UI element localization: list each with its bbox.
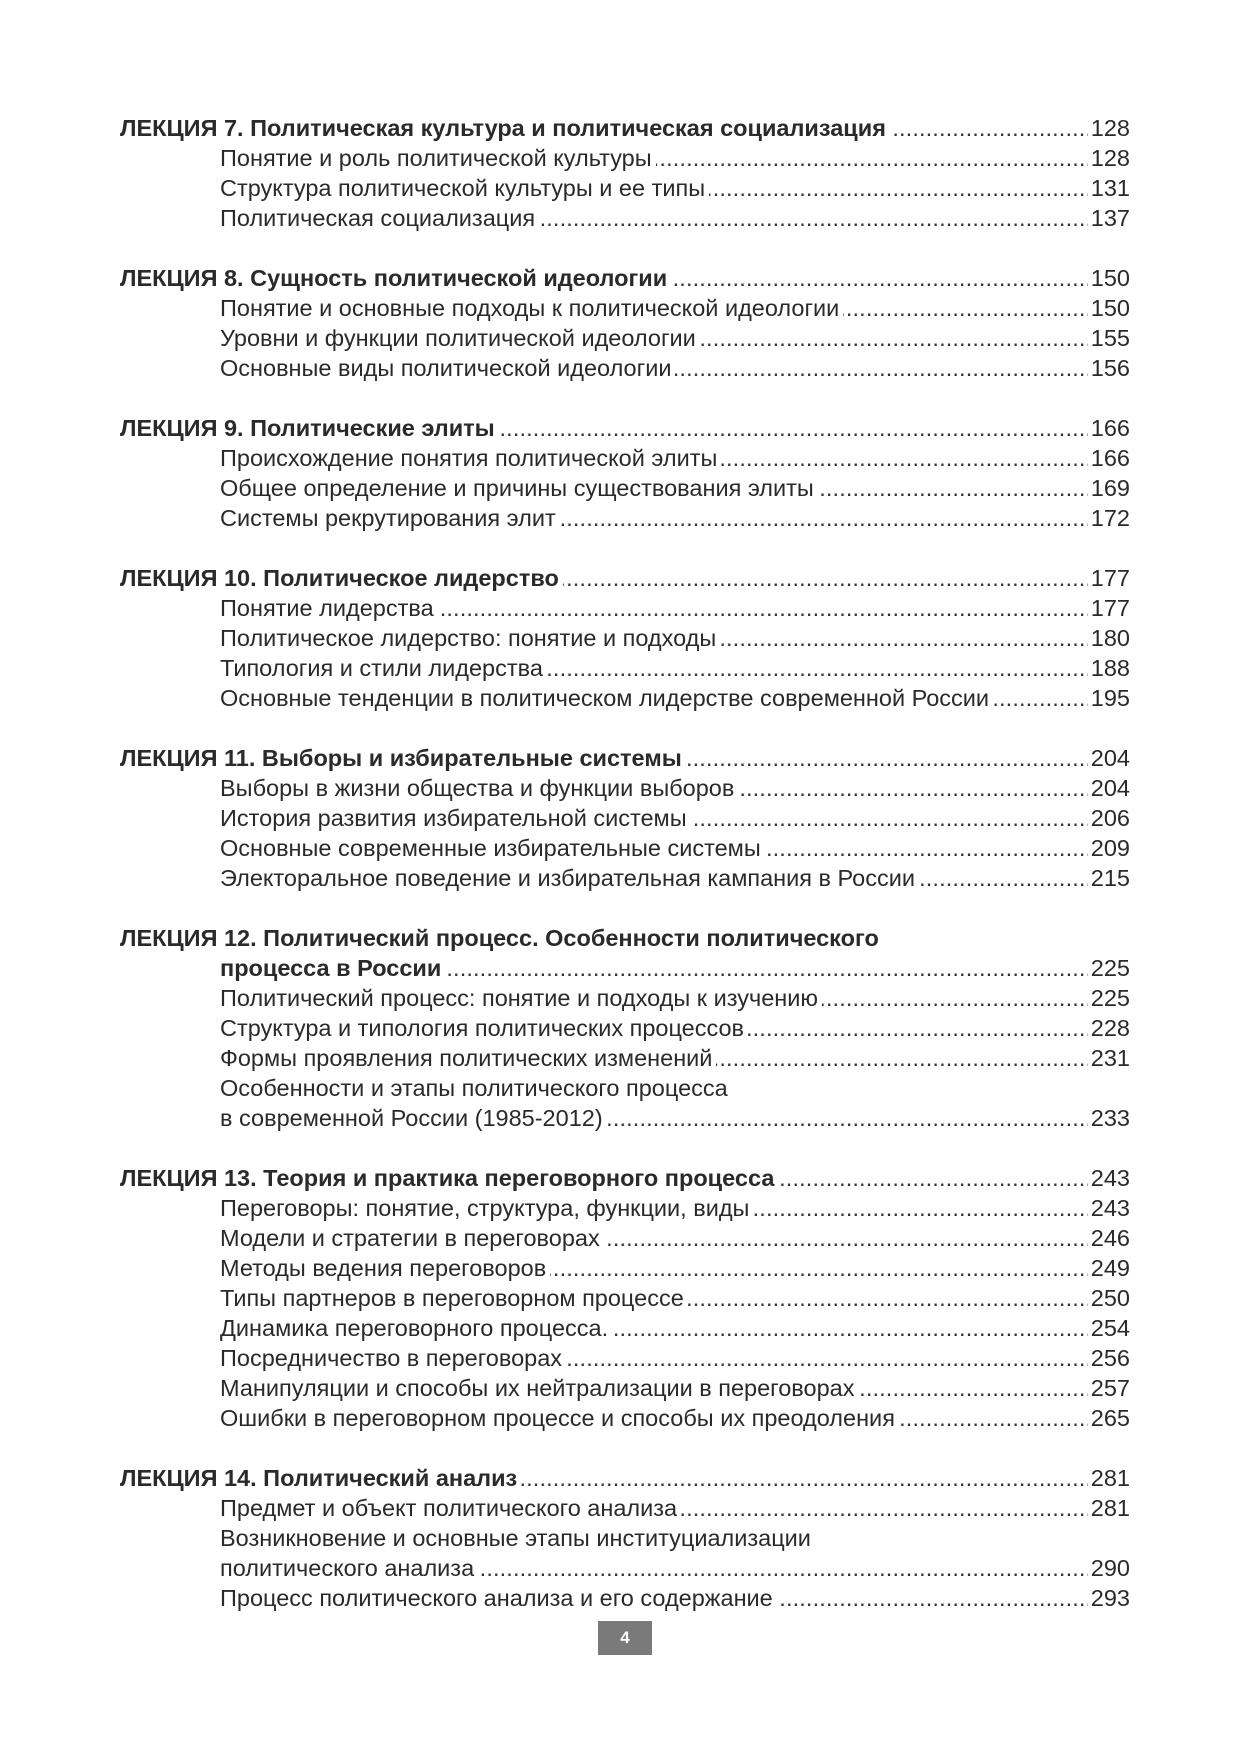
toc-entry-page: 231 [1088, 1043, 1130, 1073]
toc-entry-page: 225 [1088, 983, 1130, 1013]
lecture-title-page: 166 [1088, 413, 1130, 443]
toc-entry[interactable] [220, 173, 1130, 203]
lecture-title-text: ЛЕКЦИЯ 10. Политическое лидерство [120, 565, 563, 591]
toc-entry-page: 169 [1088, 473, 1130, 503]
toc-entry-text: Особенности и этапы политического процесса [220, 1075, 732, 1101]
toc-entry-text: Процесс политического анализа и его содержание [220, 1585, 777, 1611]
lecture-section [120, 263, 1130, 383]
toc-entry[interactable] [220, 653, 1130, 683]
toc-entry[interactable] [220, 1523, 1130, 1553]
toc-entry-page: 293 [1088, 1583, 1130, 1613]
lecture-title-page: 243 [1088, 1163, 1130, 1193]
toc-entry-page: 150 [1088, 293, 1130, 323]
toc-entry[interactable] [220, 1043, 1130, 1073]
toc-entry-text: Основные современные избирательные системы [220, 835, 765, 861]
lecture-title[interactable] [120, 743, 1130, 773]
toc-entry-text: Формы проявления политических изменений [220, 1045, 716, 1071]
toc-entry-page: 257 [1088, 1373, 1130, 1403]
toc-entry-text: Типы партнеров в переговорном процессе [220, 1285, 688, 1311]
lecture-section [120, 113, 1130, 233]
toc-entry-cont-page: 233 [1088, 1103, 1130, 1133]
lecture-title-cont[interactable] [220, 953, 1130, 983]
toc-entry[interactable] [220, 323, 1130, 353]
toc-entry[interactable] [220, 1193, 1130, 1223]
toc-entry-text: Структура политической культуры и ее типы [220, 175, 709, 201]
toc-entry[interactable] [220, 503, 1130, 533]
lecture-title-cont-text: процесса в России [220, 955, 445, 981]
toc-entry-cont-text: политического анализа [220, 1555, 478, 1581]
toc-entry-text: Уровни и функции политической идеологии [220, 325, 700, 351]
lecture-section [120, 563, 1130, 713]
lecture-title-text: ЛЕКЦИЯ 7. Политическая культура и политическая социализация [120, 115, 890, 141]
toc-entry-cont-text: в современной России (1985-2012) [220, 1105, 607, 1131]
lecture-title[interactable] [120, 263, 1130, 293]
lecture-title-page: 150 [1088, 263, 1130, 293]
lecture-title[interactable] [120, 1463, 1130, 1493]
lecture-section [120, 923, 1130, 1133]
lecture-title-text: ЛЕКЦИЯ 8. Сущность политической идеологии [120, 265, 671, 291]
toc-entry[interactable] [220, 293, 1130, 323]
toc-entry[interactable] [220, 983, 1130, 1013]
toc-entry-text: Методы ведения переговоров [220, 1255, 550, 1281]
toc-entry-text: Основные виды политической идеологии [220, 355, 675, 381]
toc-entry-cont[interactable] [220, 1553, 1130, 1583]
toc-entry-page: 172 [1088, 503, 1130, 533]
toc-entry[interactable] [220, 833, 1130, 863]
toc-entry-text: Посредничество в переговорах [220, 1345, 566, 1371]
toc-entry-page: 166 [1088, 443, 1130, 473]
page-number-badge: 4 [598, 1621, 652, 1655]
toc-entry[interactable] [220, 773, 1130, 803]
toc-entry-cont-page: 290 [1088, 1553, 1130, 1583]
toc-entry[interactable] [220, 1403, 1130, 1433]
toc-entry-page: 215 [1088, 863, 1130, 893]
toc-entry-page: 249 [1088, 1253, 1130, 1283]
toc-entry-text: Понятие и роль политической культуры [220, 145, 656, 171]
toc-entry-page: 209 [1088, 833, 1130, 863]
toc-entry-page: 250 [1088, 1283, 1130, 1313]
toc-entry-text: Происхождение понятия политической элиты [220, 445, 721, 471]
lecture-section [120, 1163, 1130, 1433]
toc-entry[interactable] [220, 1253, 1130, 1283]
toc-entry-page: 195 [1088, 683, 1130, 713]
toc-entry-page: 206 [1088, 803, 1130, 833]
toc-entry[interactable] [220, 473, 1130, 503]
toc-entry[interactable] [220, 1373, 1130, 1403]
toc-entry-text: Политический процесс: понятие и подходы к изучению [220, 985, 822, 1011]
lecture-title-text: ЛЕКЦИЯ 9. Политические элиты [120, 415, 499, 441]
toc-entry-text: Манипуляции и способы их нейтрализации в переговорах [220, 1375, 858, 1401]
toc-entry-text: Предмет и объект политического анализа [220, 1495, 681, 1521]
toc-entry[interactable] [220, 1283, 1130, 1313]
toc-entry-page: 128 [1088, 143, 1130, 173]
lecture-title-cont-page: 225 [1088, 953, 1130, 983]
toc-entry-cont[interactable] [220, 1103, 1130, 1133]
toc-entry-text: Возникновение и основные этапы институциализации [220, 1525, 815, 1551]
toc-entry[interactable] [220, 623, 1130, 653]
toc-entry-text: Общее определение и причины существования элиты [220, 475, 818, 501]
toc-entry-page: 265 [1088, 1403, 1130, 1433]
toc-entry[interactable] [220, 863, 1130, 893]
toc-entry[interactable] [220, 1073, 1130, 1103]
toc-entry[interactable] [220, 353, 1130, 383]
toc-entry[interactable] [220, 1013, 1130, 1043]
toc-entry-page: 281 [1088, 1493, 1130, 1523]
lecture-section [120, 1463, 1130, 1613]
lecture-title[interactable] [120, 923, 1130, 953]
toc-entry[interactable] [220, 1313, 1130, 1343]
toc-entry-text: Политическое лидерство: понятие и подходы [220, 625, 720, 651]
toc-entry-text: Основные тенденции в политическом лидерстве современной России [220, 685, 993, 711]
table-of-contents [120, 113, 1130, 1643]
toc-entry-text: Ошибки в переговорном процессе и способы их преодоления [220, 1405, 899, 1431]
toc-entry-page: 177 [1088, 593, 1130, 623]
toc-entry-text: История развития избирательной системы [220, 805, 691, 831]
toc-entry[interactable] [220, 1493, 1130, 1523]
lecture-title-text: ЛЕКЦИЯ 14. Политический анализ [120, 1465, 521, 1491]
toc-entry-text: Типология и стили лидерства [220, 655, 547, 681]
toc-entry-page: 131 [1088, 173, 1130, 203]
toc-entry-text: Политическая социализация [220, 205, 539, 231]
toc-entry-page: 188 [1088, 653, 1130, 683]
toc-entry[interactable] [220, 1343, 1130, 1373]
toc-entry-page: 137 [1088, 203, 1130, 233]
toc-entry[interactable] [220, 443, 1130, 473]
lecture-section [120, 743, 1130, 893]
lecture-title[interactable] [120, 113, 1130, 143]
lecture-title[interactable] [120, 1163, 1130, 1193]
lecture-title-text: ЛЕКЦИЯ 13. Теория и практика переговорного процесса [120, 1165, 778, 1191]
lecture-title-text: ЛЕКЦИЯ 12. Политический процесс. Особенности политического [120, 925, 883, 951]
toc-entry[interactable] [220, 1223, 1130, 1253]
toc-entry-page: 204 [1088, 773, 1130, 803]
toc-entry[interactable] [220, 803, 1130, 833]
toc-entry-text: Электоральное поведение и избирательная кампания в России [220, 865, 919, 891]
lecture-title-page: 204 [1088, 743, 1130, 773]
toc-entry-page: 156 [1088, 353, 1130, 383]
lecture-section [120, 413, 1130, 533]
toc-entry-page: 246 [1088, 1223, 1130, 1253]
toc-entry-text: Переговоры: понятие, структура, функции, виды [220, 1195, 753, 1221]
toc-entry-page: 254 [1088, 1313, 1130, 1343]
lecture-title[interactable] [120, 413, 1130, 443]
toc-entry-text: Динамика переговорного процесса. [220, 1315, 612, 1341]
toc-entry-text: Модели и стратегии в переговорах [220, 1225, 604, 1251]
toc-entry[interactable] [220, 203, 1130, 233]
toc-entry-page: 256 [1088, 1343, 1130, 1373]
lecture-title-page: 281 [1088, 1463, 1130, 1493]
lecture-title-page: 177 [1088, 563, 1130, 593]
toc-entry-text: Выборы в жизни общества и функции выборов [220, 775, 738, 801]
toc-entry-text: Понятие лидерства [220, 595, 438, 621]
toc-entry-text: Понятие и основные подходы к политической идеологии [220, 295, 843, 321]
lecture-title-page: 128 [1088, 113, 1130, 143]
toc-entry[interactable] [220, 593, 1130, 623]
toc-entry-text: Структура и типология политических процессов [220, 1015, 748, 1041]
toc-entry-page: 243 [1088, 1193, 1130, 1223]
lecture-title-text: ЛЕКЦИЯ 11. Выборы и избирательные системы [120, 745, 686, 771]
toc-entry-text: Системы рекрутирования элит [220, 505, 560, 531]
toc-entry[interactable] [220, 1583, 1130, 1613]
toc-entry[interactable] [220, 683, 1130, 713]
lecture-title[interactable] [120, 563, 1130, 593]
toc-entry-page: 228 [1088, 1013, 1130, 1043]
toc-entry-page: 155 [1088, 323, 1130, 353]
toc-entry-page: 180 [1088, 623, 1130, 653]
toc-entry[interactable] [220, 143, 1130, 173]
